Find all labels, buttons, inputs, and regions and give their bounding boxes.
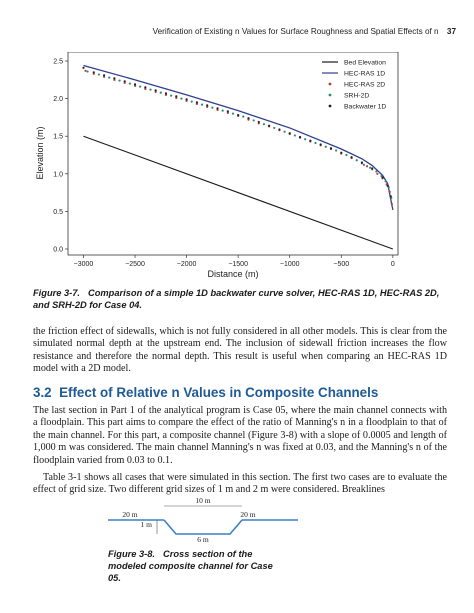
point-srh-2d (211, 107, 213, 109)
point-backwater-1d (330, 147, 332, 149)
point-backwater-1d (299, 136, 301, 138)
point-srh-2d (160, 92, 162, 94)
left-floodplain-label: 20 m (122, 510, 138, 519)
point-backwater-1d (381, 176, 383, 178)
x-tick-label: −3000 (73, 261, 94, 268)
right-floodplain-label: 20 m (240, 510, 256, 519)
point-srh-2d (263, 123, 265, 125)
point-backwater-1d (93, 71, 95, 73)
depth-label: 1 m (140, 520, 152, 529)
point-srh-2d (375, 170, 377, 172)
running-title: Verification of Existing n Values for Surface Roughness and Spatial Effects of n (152, 27, 439, 36)
point-srh-2d (232, 113, 234, 115)
point-srh-2d (363, 164, 365, 166)
point-hec-ras-2d (389, 191, 391, 193)
point-backwater-1d (206, 104, 208, 106)
point-hec-ras-2d (84, 70, 86, 72)
point-backwater-1d (165, 92, 167, 94)
point-backwater-1d (247, 117, 249, 119)
point-backwater-1d (216, 107, 218, 109)
legend-label-bed-elevation: Bed Elevation (344, 59, 386, 67)
main-channel-section (164, 520, 242, 534)
point-backwater-1d (278, 128, 280, 130)
point-backwater-1d (258, 121, 260, 123)
chart-legend (322, 60, 386, 111)
paragraph-table-3-1: Table 3-1 shows all cases that were simulated in this section. The first two cases are to evaluate the effect of grid size. Two different grid sizes of 1 m and 2 m were considered. Breaklines (33, 472, 447, 496)
bottom-width-label: 6 m (197, 535, 209, 544)
point-srh-2d (139, 85, 141, 87)
point-backwater-1d (387, 185, 389, 187)
figure-3-7-caption (33, 287, 443, 311)
point-srh-2d (273, 127, 275, 129)
series-line-bed-elevation (83, 136, 392, 249)
section-number: 3.2 (33, 385, 52, 400)
point-srh-2d (129, 82, 131, 84)
composite-channel-cross-section (108, 496, 368, 546)
point-srh-2d (86, 70, 88, 72)
point-srh-2d (180, 98, 182, 100)
point-backwater-1d (134, 83, 136, 85)
point-srh-2d (222, 110, 224, 112)
point-backwater-1d (289, 132, 291, 134)
point-backwater-1d (103, 74, 105, 76)
point-srh-2d (253, 119, 255, 121)
legend-swatch-hec-ras-2d (329, 83, 332, 86)
elevation-profile-chart (6, 52, 446, 280)
point-srh-2d (294, 134, 296, 136)
point-srh-2d (118, 79, 120, 81)
point-srh-2d (335, 149, 337, 151)
point-backwater-1d (268, 125, 270, 127)
point-hec-ras-2d (366, 165, 368, 167)
point-srh-2d (356, 159, 358, 161)
section-title: Effect of Relative n Values in Composite Channels (59, 385, 379, 400)
point-backwater-1d (113, 77, 115, 79)
point-srh-2d (369, 167, 371, 169)
section-heading (33, 385, 378, 400)
page-number: 37 (446, 27, 456, 36)
y-tick-label: 2.5 (53, 58, 63, 66)
x-tick-label: −1500 (228, 261, 248, 268)
point-srh-2d (108, 76, 110, 78)
x-tick-label: −500 (333, 261, 350, 268)
point-hec-ras-2d (391, 203, 393, 205)
legend-label-backwater-1d: Backwater 1D (344, 103, 387, 111)
legend-label-srh-2d: SRH-2D (344, 92, 370, 100)
point-srh-2d (385, 180, 387, 182)
point-srh-2d (149, 88, 151, 90)
legend-swatch-srh-2d (329, 94, 332, 97)
figure-3-8-caption (108, 548, 288, 584)
y-axis-label: Elevation (m) (35, 126, 45, 180)
point-backwater-1d (309, 140, 311, 142)
point-backwater-1d (196, 101, 198, 103)
point-backwater-1d (371, 167, 373, 169)
legend-label-hec-ras-1d: HEC-RAS 1D (344, 70, 386, 78)
paragraph-sidewall-friction (33, 326, 447, 376)
x-tick-label: −2000 (176, 261, 197, 268)
paragraph-case-05: The last section in Part 1 of the analytical program is Case 05, where the main channel connects with a floodplain. This part aims to compare the effect of the ratio of Manning's n in a floodplain to that of the main channel. For this part, a composite channel (Figure 3-8) with a slope of 0.0005 and length of 1,000 m was considered. The main channel Manning's n was fixed at 0.03, and the Manning's n of the floodplain varied from 0.03 to 0.1. (33, 405, 447, 466)
point-backwater-1d (390, 195, 392, 197)
point-backwater-1d (350, 156, 352, 158)
x-axis-label: Distance (m) (207, 269, 259, 279)
section-body (33, 405, 447, 497)
point-backwater-1d (175, 95, 177, 97)
y-tick-label: 0.0 (53, 246, 63, 254)
point-srh-2d (304, 138, 306, 140)
legend-swatch-backwater-1d (329, 105, 332, 108)
legend-label-hec-ras-2d: HEC-RAS 2D (344, 81, 386, 89)
point-backwater-1d (82, 67, 84, 69)
point-srh-2d (242, 116, 244, 118)
point-backwater-1d (227, 110, 229, 112)
y-tick-label: 1.5 (53, 133, 63, 141)
point-srh-2d (201, 104, 203, 106)
point-srh-2d (314, 142, 316, 144)
point-srh-2d (345, 154, 347, 156)
top-width-label: 10 m (195, 496, 211, 505)
axis-ticks (53, 59, 395, 268)
point-srh-2d (98, 73, 100, 75)
y-tick-label: 0.5 (53, 208, 63, 216)
point-srh-2d (325, 146, 327, 148)
x-tick-label: 0 (390, 261, 395, 268)
point-hec-ras-2d (376, 173, 378, 175)
running-head (0, 27, 456, 36)
figure-number: Figure 3-7. (33, 288, 81, 298)
figure-number: Figure 3-8. (108, 549, 156, 559)
point-backwater-1d (155, 89, 157, 91)
point-backwater-1d (237, 114, 239, 116)
figure-caption-text: Cross section of the modeled composite channel for Case 05. (108, 549, 273, 583)
x-tick-label: −2500 (125, 261, 145, 268)
point-backwater-1d (361, 161, 363, 163)
x-tick-label: −1000 (279, 261, 300, 268)
point-srh-2d (191, 101, 193, 103)
point-backwater-1d (340, 152, 342, 154)
point-srh-2d (283, 131, 285, 133)
paragraph-text: the friction effect of sidewalls, which is not fully considered in all other models. This is clear from the simulated normal depth at the upstream end. The inclusion of sidewall friction increases the flow resistance and therefore the normal depth. This result is useful when comparing an HEC-RAS 1D model with a 2D model. (33, 326, 447, 375)
point-backwater-1d (124, 80, 126, 82)
y-tick-label: 1.0 (53, 171, 63, 179)
point-backwater-1d (185, 98, 187, 100)
point-backwater-1d (144, 86, 146, 88)
point-backwater-1d (320, 143, 322, 145)
figure-caption-text: Comparison of a simple 1D backwater curve solver, HEC-RAS 1D, HEC-RAS 2D, and SRH-2D for Case 04. (33, 288, 440, 310)
y-tick-label: 2.0 (53, 96, 63, 104)
point-srh-2d (170, 95, 172, 97)
